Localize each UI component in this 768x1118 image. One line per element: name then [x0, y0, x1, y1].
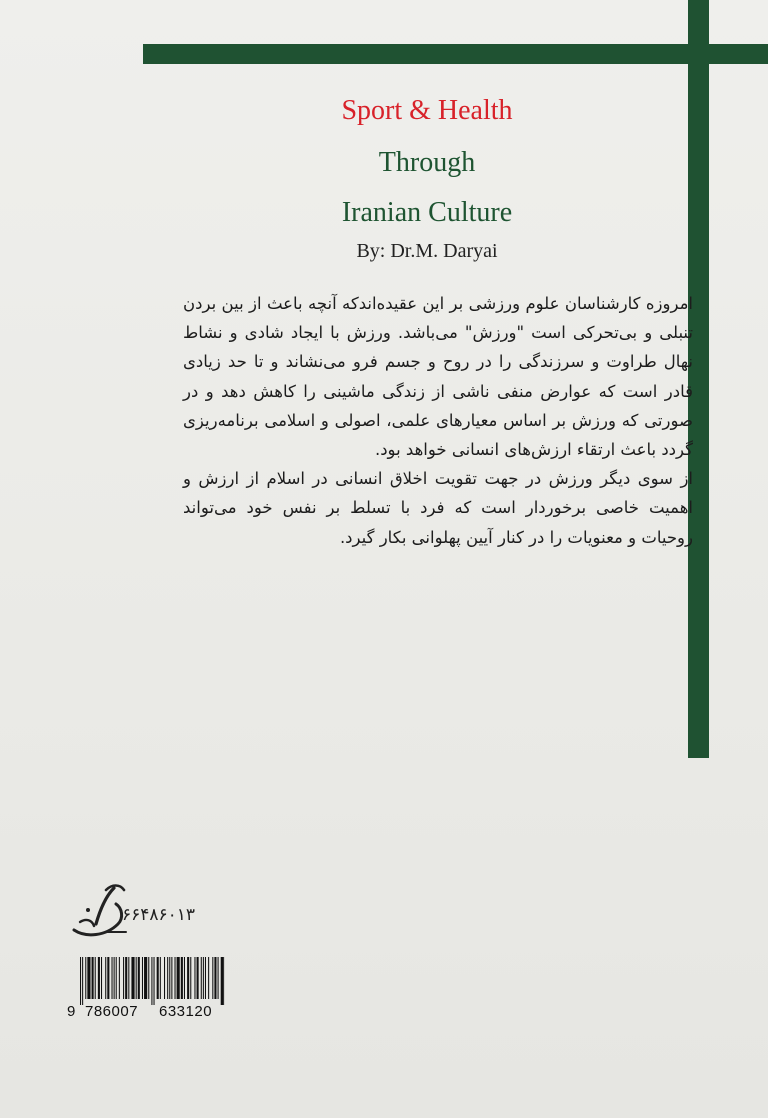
barcode-bar: [212, 957, 213, 999]
barcode-bar: [95, 957, 96, 999]
barcode-bar: [157, 957, 159, 999]
barcode-bar: [142, 957, 143, 999]
barcode-bar: [123, 957, 124, 999]
barcode-bar: [187, 957, 189, 999]
barcode-first-digit: 9: [67, 1003, 76, 1020]
barcode-bar: [87, 957, 90, 999]
barcode-bar: [151, 957, 152, 1005]
description-paragraph-1: امروزه کارشناسان علوم ورزشی بر این عقیده‌اند‌که آنچه باعث از بین بردن تنبلی و بی‌تحرکی است "ورزش" می‌باشد. ورزش با ایجاد شادی و نشاط نهال طراوت و سرزندگی را در روح و جسم فرو می‌نشاند و تا حد زیادی قادر است که عوارض منفی ناشی از زندگی ماشینی را کاهش دهد و در صورتی که ورزش بر اساس معیارهای علمی، اصولی و اسلامی برنامه‌ریزی گردد باعث ارتقاء ارزش‌های انسانی خواهد بود.: [183, 294, 693, 460]
barcode-bar: [85, 957, 86, 999]
barcode-bar: [82, 957, 83, 1005]
barcode-bar: [160, 957, 161, 999]
publisher-phone: ۶۶۴۸۶۰۱۳: [122, 905, 196, 925]
barcode-bar: [116, 957, 117, 999]
barcode-bar: [184, 957, 185, 999]
barcode-right-digits: 633120: [159, 1003, 213, 1020]
barcode-bar: [197, 957, 199, 999]
barcode-bar: [154, 957, 155, 1005]
description-paragraph-2: از سوی دیگر ورزش در جهت تقویت اخلاق انسانی در اسلام از ارزش و اهمیت خاصی برخوردار است که فرد با تسلط بر نفس خود می‌تواند روحیات و معنویات را در کنار آیین پهلوانی بکار گیرد.: [183, 469, 693, 547]
barcode-bar: [167, 957, 168, 999]
barcode-bar: [214, 957, 216, 999]
barcode-bar: [107, 957, 109, 999]
barcode-bar: [221, 957, 224, 1005]
barcode-bar: [119, 957, 120, 999]
green-horizontal-bar: [143, 44, 768, 64]
barcode-bar: [125, 957, 127, 999]
barcode-bar: [175, 957, 176, 999]
barcode-bar: [194, 957, 195, 999]
title-line-1: Sport & Health: [341, 95, 513, 126]
barcode-bar: [144, 957, 147, 999]
barcode-bar: [114, 957, 115, 999]
barcode-bar: [171, 957, 172, 999]
barcode-bar: [148, 957, 149, 999]
barcode-bar: [105, 957, 106, 999]
description-text: [183, 289, 693, 552]
barcode-bar: [190, 957, 191, 999]
barcode-bar: [131, 957, 134, 999]
barcode-bar: [177, 957, 180, 999]
title-line-3: Iranian Culture: [341, 197, 513, 228]
barcode-bars: [80, 957, 225, 1005]
barcode-bar: [169, 957, 170, 999]
isbn-barcode: [67, 957, 225, 1023]
barcode-bar: [208, 957, 209, 999]
barcode-bar: [80, 957, 81, 1005]
barcode-bar: [164, 957, 165, 999]
barcode-bar: [218, 957, 219, 999]
title-line-2: Through: [378, 147, 476, 178]
barcode-bar: [92, 957, 94, 999]
barcode-bar: [128, 957, 129, 999]
barcode-bar: [101, 957, 102, 999]
barcode-bar: [136, 957, 137, 999]
barcode-bar: [181, 957, 183, 999]
barcode-bar: [203, 957, 204, 999]
barcode-bar: [201, 957, 202, 999]
barcode-bar: [138, 957, 140, 999]
barcode-bar: [112, 957, 113, 999]
barcode-bar: [205, 957, 206, 999]
barcode-bar: [98, 957, 100, 999]
barcode-left-digits: 786007: [85, 1003, 139, 1020]
author-line: By: Dr.M. Daryai: [356, 240, 498, 262]
